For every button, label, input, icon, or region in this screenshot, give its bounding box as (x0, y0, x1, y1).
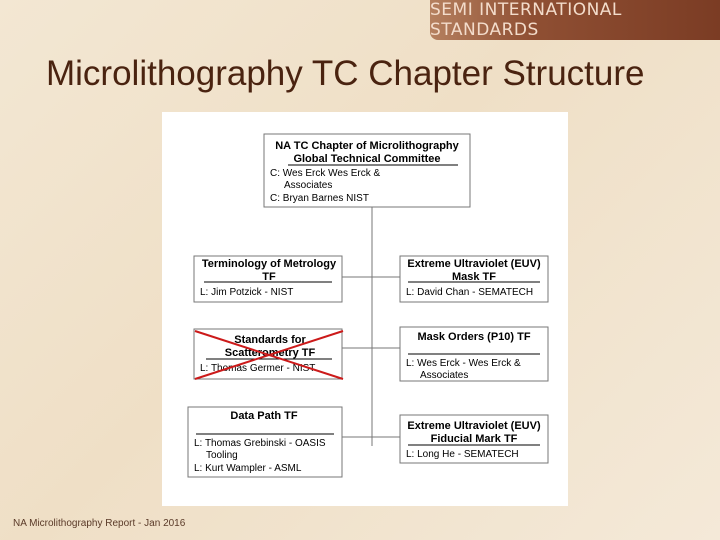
semi-standards-banner (430, 0, 720, 40)
top-title-2: Global Technical Committee (293, 153, 441, 165)
scatterometry-title-2: Scatterometry TF (224, 347, 316, 359)
top-line-1: C: Wes Erck Wes Erck & (270, 168, 381, 179)
euv-mask-title-1: Extreme Ultraviolet (EUV) (407, 258, 541, 270)
euv-mask-line-1: L: David Chan - SEMATECH (406, 287, 534, 298)
data-path-line-1: L: Thomas Grebinski - OASIS (194, 438, 326, 449)
box-scatterometry-tf (194, 329, 343, 379)
box-euv-mask-tf (400, 256, 548, 302)
mask-orders-title-1: Mask Orders (P10) TF (417, 331, 531, 343)
scatterometry-title-1: Standards for (234, 334, 306, 346)
euv-fiducial-title-2: Fiducial Mark TF (430, 433, 518, 445)
data-path-line-3: L: Kurt Wampler - ASML (194, 463, 302, 474)
box-euv-fiducial-tf (400, 415, 548, 463)
connector-lines (342, 207, 400, 446)
box-data-path-tf (188, 407, 342, 477)
terminology-line-1: L: Jim Potzick - NIST (200, 287, 294, 298)
euv-fiducial-line-1: L: Long He - SEMATECH (406, 449, 519, 460)
banner-text: SEMI INTERNATIONAL STANDARDS (430, 0, 622, 40)
box-global-technical-committee (264, 134, 470, 207)
top-line-2: Associates (284, 180, 333, 191)
euv-mask-title-2: Mask TF (451, 271, 497, 283)
euv-fiducial-title-1: Extreme Ultraviolet (EUV) (407, 420, 541, 432)
top-title-1: NA TC Chapter of Microlithography (275, 140, 459, 152)
top-line-3: C: Bryan Barnes NIST (270, 193, 369, 204)
data-path-title-1: Data Path TF (230, 410, 298, 422)
mask-orders-line-2: Associates (420, 370, 469, 381)
terminology-title-1: Terminology of Metrology (201, 258, 337, 270)
box-mask-orders-tf (400, 327, 548, 381)
scatterometry-line-1: L: Thomas Germer - NIST (200, 363, 316, 374)
terminology-title-2: TF (262, 271, 276, 283)
mask-orders-line-1: L: Wes Erck - Wes Erck & (406, 358, 521, 369)
slide-title: Microlithography TC Chapter Structure (46, 54, 645, 93)
data-path-line-2: Tooling (206, 450, 238, 461)
box-terminology-tf (194, 256, 342, 302)
slide-footer: NA Microlithography Report - Jan 2016 (13, 518, 186, 529)
org-chart (162, 112, 568, 506)
org-chart-panel (162, 112, 568, 506)
